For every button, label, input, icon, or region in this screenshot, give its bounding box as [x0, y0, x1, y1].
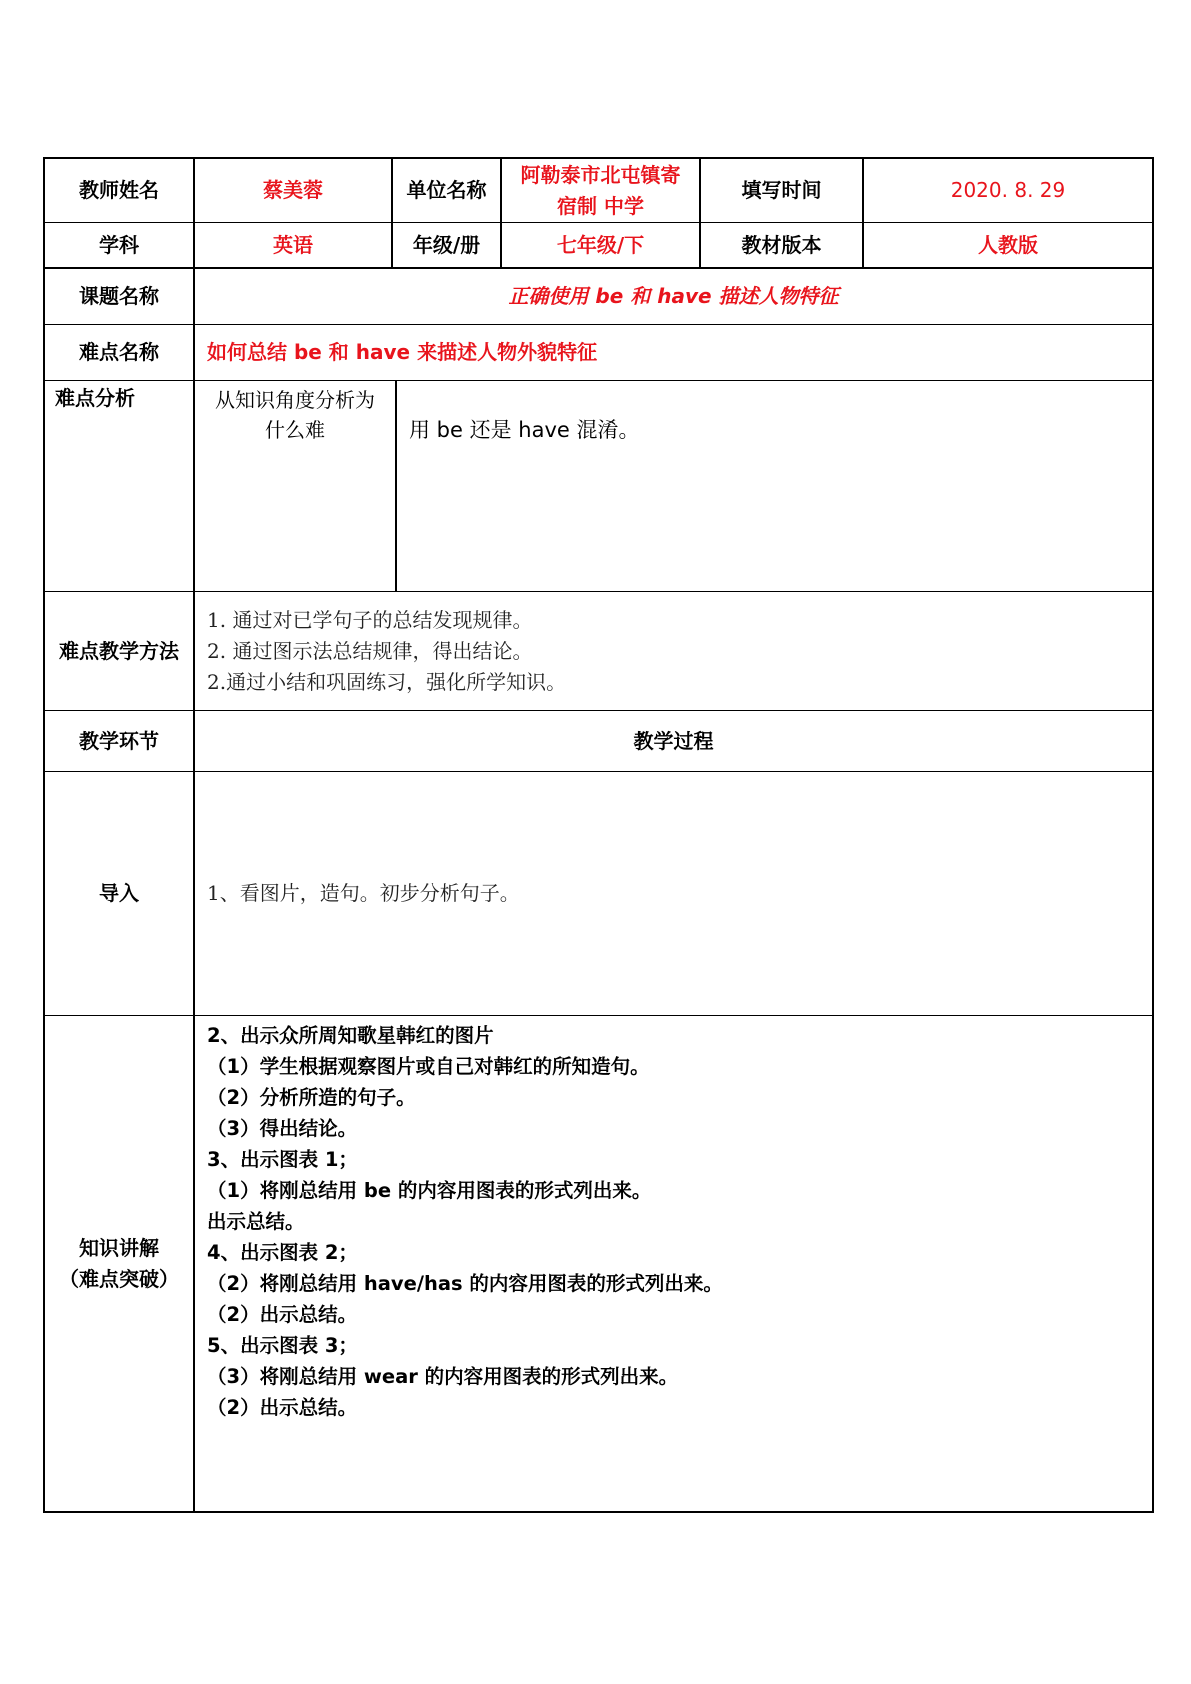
- teacher-name-label: 教师姓名: [79, 178, 159, 202]
- lesson-plan-table: [43, 157, 1154, 1513]
- knowledge-steps: [207, 1020, 1137, 1460]
- grade-value: 七年级/下: [556, 232, 645, 257]
- intro-value: 1、看图片，造句。初步分析句子。: [207, 881, 520, 905]
- step-line: 出示总结。: [207, 1210, 305, 1233]
- methods-label: 难点教学方法: [59, 638, 179, 663]
- step-line: （2）将刚总结用 have/has 的内容用图表的形式列出来。: [207, 1272, 723, 1295]
- fill-date-label: 填写时间: [741, 178, 822, 202]
- edition-value: 人教版: [978, 232, 1038, 257]
- step-line: （2）出示总结。: [207, 1396, 358, 1419]
- difficulty-label: 难点名称: [79, 340, 159, 364]
- step-line: （2）出示总结。: [207, 1303, 358, 1326]
- step-line: （1）学生根据观察图片或自己对韩红的所知造句。: [207, 1055, 650, 1078]
- grade-label: 年级/册: [412, 232, 481, 257]
- analysis-value: 用 be 还是 have 混淆。: [409, 417, 640, 442]
- methods-list: [207, 605, 1137, 705]
- step-line: （3）得出结论。: [207, 1117, 358, 1140]
- difficulty-value: 如何总结 be 和 have 来描述人物外貌特征: [207, 340, 598, 364]
- unit-name-label: 单位名称: [406, 178, 487, 202]
- method-item: 1. 通过对已学句子的总结发现规律。: [207, 608, 533, 632]
- step-line: 4、出示图表 2；: [207, 1241, 358, 1264]
- step-line: 3、出示图表 1；: [207, 1148, 358, 1171]
- stage-header: 教学环节: [79, 728, 159, 753]
- step-line: 2、出示众所周知歌星韩红的图片: [207, 1024, 494, 1047]
- analysis-sub-label: 从知识角度分析为 什么难: [215, 388, 375, 442]
- method-item: 2. 通过图示法总结规律，得出结论。: [207, 639, 533, 663]
- edition-label: 教材版本: [741, 232, 822, 257]
- knowledge-label: 知识讲解 （难点突破）: [59, 1235, 179, 1291]
- step-line: （1）将刚总结用 be 的内容用图表的形式列出来。: [207, 1179, 652, 1202]
- topic-label: 课题名称: [79, 284, 159, 308]
- topic-value: 正确使用 be 和 have 描述人物特征: [508, 284, 839, 308]
- analysis-label: 难点分析: [55, 386, 135, 410]
- step-line: 5、出示图表 3；: [207, 1334, 358, 1357]
- unit-name-value: 阿勒泰市北屯镇寄 宿制 中学: [520, 162, 681, 218]
- step-line: （2）分析所造的句子。: [207, 1086, 416, 1109]
- fill-date-value: 2020. 8. 29: [950, 178, 1066, 202]
- intro-label: 导入: [99, 881, 139, 905]
- process-header: 教学过程: [633, 728, 714, 753]
- method-item: 2.通过小结和巩固练习，强化所学知识。: [207, 670, 567, 694]
- subject-value: 英语: [273, 232, 313, 257]
- subject-label: 学科: [99, 232, 139, 257]
- step-line: （3）将刚总结用 wear 的内容用图表的形式列出来。: [207, 1365, 679, 1388]
- teacher-name-value: 蔡美蓉: [263, 178, 323, 202]
